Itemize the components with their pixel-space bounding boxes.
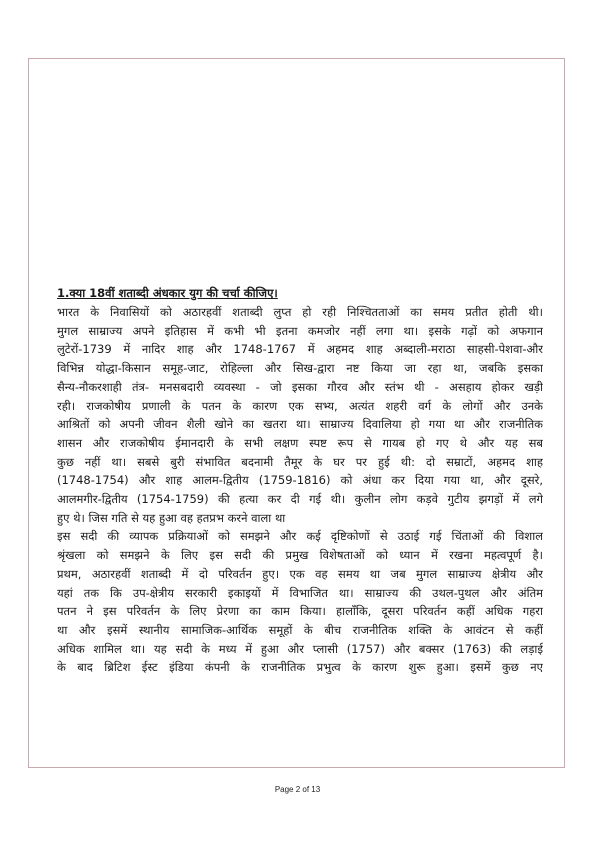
text-line: प्रथम, अठारहवीं शताब्दी में दो परिवर्तन हुए। एक वह समय था जब मुगल साम्राज्य क्षेत्रीय और (57, 566, 543, 581)
text-line: विभिन्न योद्धा-किसान समूह-जाट, रोहिल्ला और सिख-द्वारा नष्ट किया जा रहा था, जबकि इसका (57, 361, 543, 376)
text-line: हुए थे। जिस गति से यह हुआ वह हतप्रभ करने वाला था (57, 510, 286, 525)
text-line: यहां तक कि उप-क्षेत्रीय सरकारी इकाइयों में विभाजित था। साम्राज्य की उथल-पुथल और अंतिम (57, 585, 543, 600)
text-line: के बाद ब्रिटिश ईस्ट इंडिया कंपनी के राजनीतिक प्रभुत्व के कारण शुरू हुआ। इसमें कुछ नए (57, 660, 543, 675)
text-line: शासन और राजकोषीय ईमानदारी के सभी लक्षण स्पष्ट रूप से गायब हो गए थे और यह सब (57, 435, 543, 450)
text-line: श्रृंखला को समझने के लिए इस सदी की प्रमुख विशेषताओं को ध्यान में रखना महत्वपूर्ण है। (57, 548, 543, 563)
text-line: आलमगीर-द्वितीय (1754-1759) की हत्या कर दी गई थी। कुलीन लोग कड़वे गुटीय झगड़ों में लगे (57, 492, 543, 507)
text-line: भारत के निवासियों को अठारहवीं शताब्दी लुप्त हो रही निश्चितताओं का समय प्रतीत होती थी। (57, 305, 543, 319)
text-line: (1748-1754) और शाह आलम-द्वितीय (1759-1816) को अंधा कर दिया गया था, और दूसरे, (57, 473, 543, 488)
text-line: लुटेरों-1739 में नादिर शाह और 1748-1767 में अहमद शाह अब्दाली-मराठा साहसी-पेशवा-और (57, 342, 543, 357)
document-body (57, 283, 543, 677)
text-line: पतन ने इस परिवर्तन के लिए प्रेरणा का काम किया। हालाँकि, दूसरा परिवर्तन कहीं अधिक गहरा (57, 604, 543, 619)
text-line: आश्रितों को अपनी जीवन शैली खोने का खतरा था। साम्राज्य दिवालिया हो गया था और राजनीतिक (57, 417, 543, 432)
text-line: अधिक शामिल था। यह सदी के मध्य में हुआ और प्लासी (1757) और बक्सर (1763) की लड़ाई (57, 641, 543, 656)
question-heading: 1.क्या 18वीं शताब्दी अंधकार युग की चर्चा कीजिए। (57, 286, 278, 300)
text-line: रही। राजकोषीय प्रणाली के पतन के कारण एक सभ्य, अत्यंत शहरी वर्ग के लोगों और उनके (57, 398, 543, 413)
text-line: मुगल साम्राज्य अपने इतिहास में कभी भी इतना कमजोर नहीं लगा था। इसके गढ़ों को अफगान (57, 323, 543, 338)
text-line: इस सदी की व्यापक प्रक्रियाओं को समझने और कई दृष्टिकोणों से उठाई गई चिंताओं की विशाल (57, 529, 543, 544)
paragraph-text (57, 303, 543, 677)
text-line: कुछ नहीं था। सबसे बुरी संभावित बदनामी तैमूर के घर पर हुई थी: दो सम्राटों, अहमद शाह (57, 454, 543, 469)
page-number: Page 2 of 13 (274, 785, 321, 794)
text-line: सैन्य-नौकरशाही तंत्र- मनसबदारी व्यवस्था - जो इसका गौरव और स्तंभ थी - असहाय होकर खड़ी (57, 379, 543, 394)
text-line: था और इसमें स्थानीय सामाजिक-आर्थिक समूहों के बीच राजनीतिक शक्ति के आवंटन से कहीं (57, 622, 543, 637)
